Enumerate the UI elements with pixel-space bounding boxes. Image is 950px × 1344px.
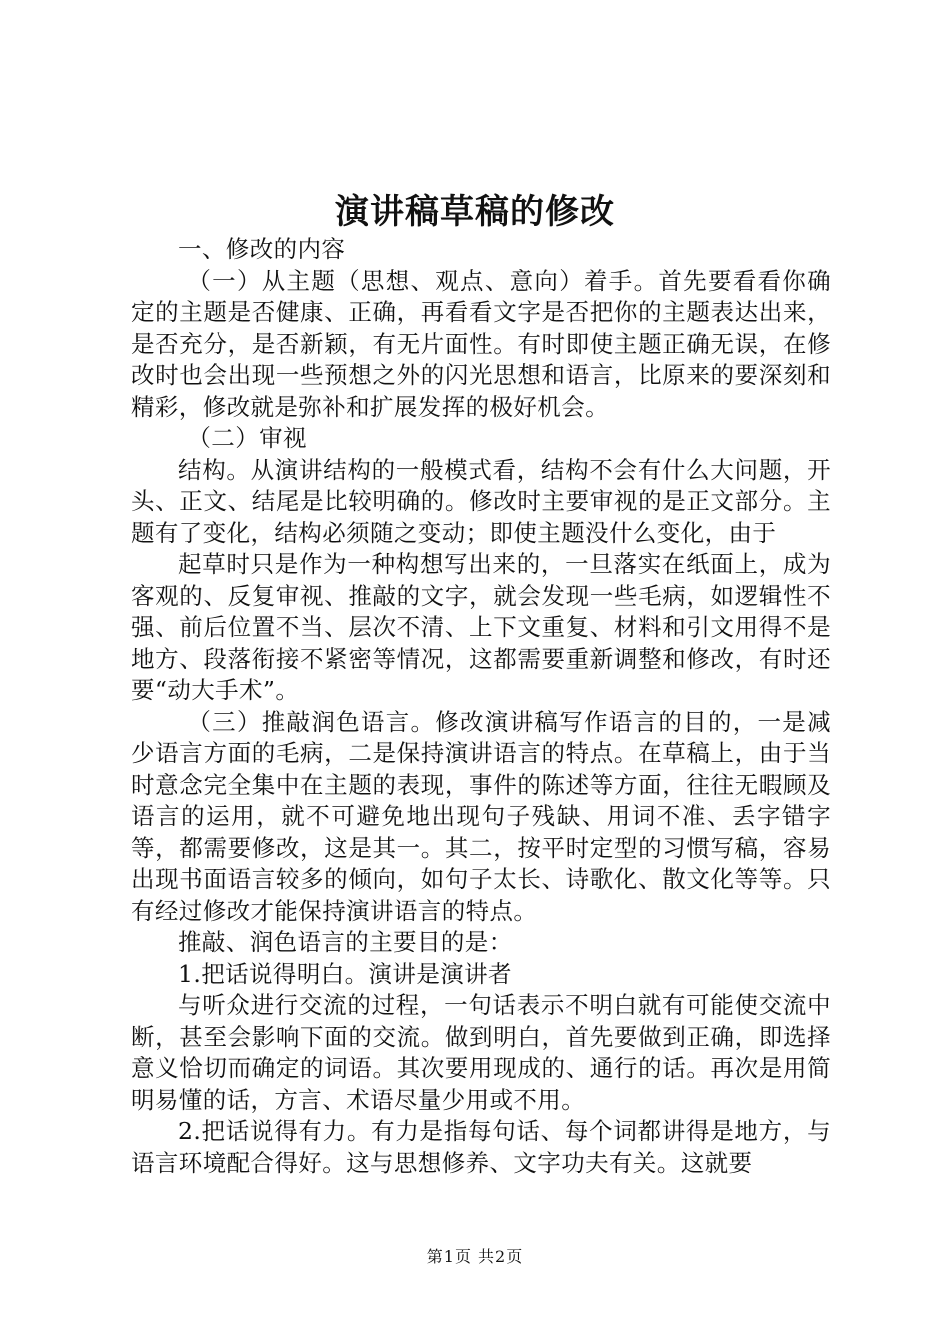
paragraph: 与听众进行交流的过程，一句话表示不明白就有可能使交流中断，甚至会影响下面的交流。做到明白，首先要做到正确，即选择意义恰切而确定的词语。其次要用现成的、通行的话。再次是用简明易懂的话，方言、术语尽量少用或不用。 <box>131 991 831 1114</box>
paragraph: 起草时只是作为一种构想写出来的，一旦落实在纸面上，成为客观的、反复审视、推敲的文字，就会发现一些毛病，如逻辑性不强、前后位置不当、层次不清、上下文重复、材料和引文用得不是地方、段落衔接不紧密等情况，这都需要重新调整和修改，有时还要“动大手术”。 <box>131 550 831 704</box>
paragraph: 结构。从演讲结构的一般模式看，结构不会有什么大问题，开头、正文、结尾是比较明确的。修改时主要审视的是正文部分。主题有了变化，结构必须随之变动；即使主题没什么变化，由于 <box>131 455 831 547</box>
list-item: 1.把话说得明白。演讲是演讲者 <box>178 959 512 988</box>
document-title: 演讲稿草稿的修改 <box>335 192 615 232</box>
page-footer: 第1页 共2页 <box>426 1247 524 1266</box>
subsection-heading: （二）审视 <box>187 424 307 452</box>
paragraph: 推敲、润色语言的主要目的是： <box>178 928 513 956</box>
document-body <box>131 234 831 1179</box>
section-heading: 一、修改的内容 <box>178 235 346 263</box>
list-item: 2.把话说得有力。有力是指每句话、每个词都讲得是地方，与语言环境配合得好。这与思想修养、文字功夫有关。这就要 <box>131 1117 831 1177</box>
paragraph: （一）从主题（思想、观点、意向）着手。首先要看看你确定的主题是否健康、正确，再看看文字是否把你的主题表达出来，是否充分，是否新颖，有无片面性。有时即使主题正确无误，在修改时也会出现一些预想之外的闪光思想和语言，比原来的要深刻和精彩，修改就是弥补和扩展发挥的极好机会。 <box>131 266 831 421</box>
paragraph: （三）推敲润色语言。修改演讲稿写作语言的目的，一是减少语言方面的毛病，二是保持演讲语言的特点。在草稿上，由于当时意念完全集中在主题的表现，事件的陈述等方面，往往无暇顾及语言的运用，就不可避免地出现句子残缺、用词不准、丢字错字等，都需要修改，这是其一。其二，按平时定型的习惯写稿，容易出现书面语言较多的倾向，如句子太长、诗歌化、散文化等等。只有经过修改才能保持演讲语言的特点。 <box>131 707 831 925</box>
